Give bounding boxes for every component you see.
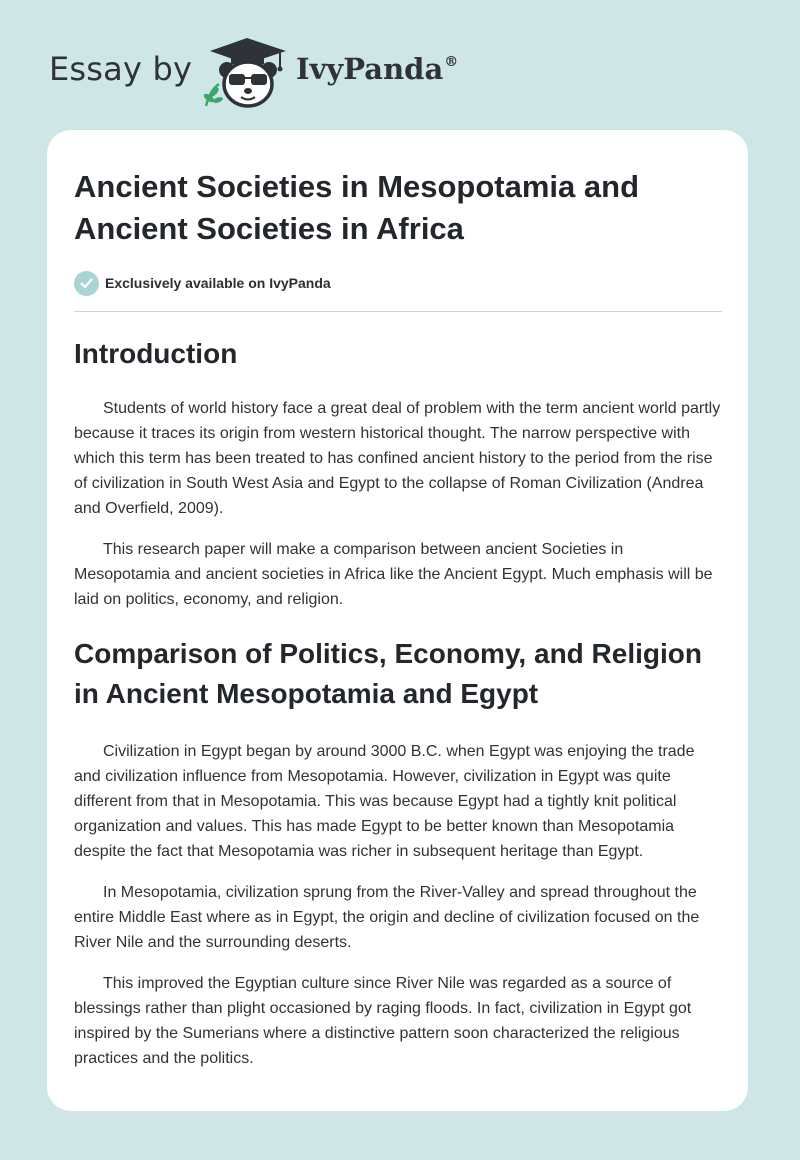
brand-text: IvyPanda [296,52,444,86]
paragraph: This improved the Egyptian culture since River Nile was regarded as a source of blessings rather than plight occasioned by raging floods. In fact, civilization in Egypt got inspired by the Sumerians where a distinctive pattern soon characterized the religious practices and the politics. [74,975,692,1067]
registered-mark: ® [444,54,459,70]
essay-by-label: Essay by [49,50,193,88]
essay-title: Ancient Societies in Mesopotamia and Ancient Societies in Africa [74,169,640,246]
section-heading-introduction: Introduction [74,338,238,369]
paragraph: In Mesopotamia, civilization sprung from the River-Valley and spread throughout the entire Middle East where as in Egypt, the origin and decline of civilization focused on the River Nile and the surrounding deserts. [74,884,700,951]
site-header [0,0,800,130]
section-heading-comparison: Comparison of Politics, Economy, and Religion in Ancient Mesopotamia and Egypt [74,638,702,709]
ivypanda-brand[interactable] [296,52,458,86]
paragraph: This research paper will make a comparison between ancient Societies in Mesopotamia and ancient societies in Africa like the Ancient Egypt. Much emphasis will be laid on politics, economy, and religion. [74,541,713,608]
paragraph: Students of world history face a great deal of problem with the term ancient world partly because it traces its origin from western historical thought. The narrow perspective with which this term has been treated to has confined ancient history to the period from the rise of civilization in South West Asia and Egypt to the collapse of Roman Civilization (Andrea and Overfield, 2009). [74,400,721,517]
paragraph: Civilization in Egypt began by around 3000 B.C. when Egypt was enjoying the trade and civilization influence from Mesopotamia. However, civilization in Egypt was quite different from that in Mesopotamia. This was because Egypt had a tightly knit political organization and values. This has made Egypt to be better known than Mesopotamia despite the fact that Mesopotamia was richer in subsequent heritage than Egypt. [74,743,695,860]
panda-logo-icon[interactable] [200,34,296,110]
essay-content [74,130,722,1071]
exclusive-badge [74,270,722,296]
title-divider [74,311,722,312]
essay-card [47,130,748,1111]
badge-text: Exclusively available on IvyPanda [105,275,331,291]
check-icon [74,271,99,296]
